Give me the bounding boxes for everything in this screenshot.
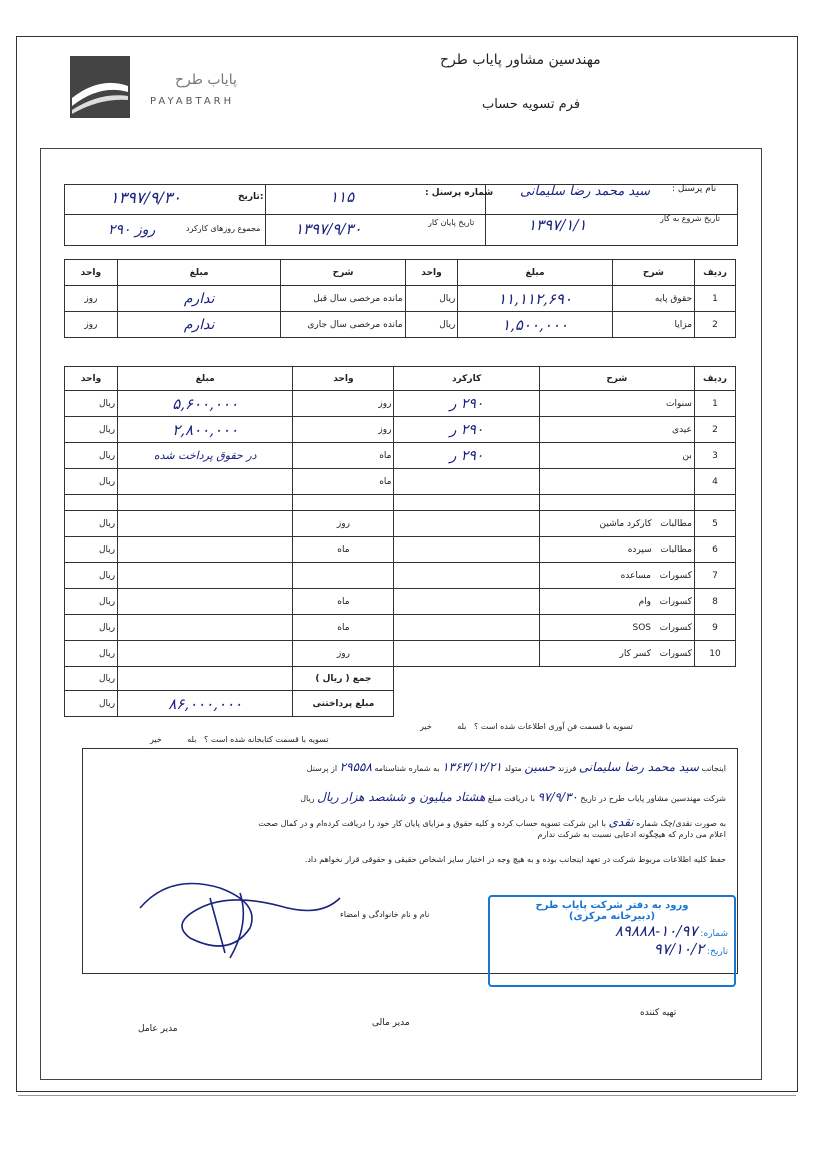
table-row: ریال ۵,۶۰۰,۰۰۰ روز ۲۹۰ ر سنوات 1 xyxy=(65,391,736,417)
table-row: ریال ماه مطالبات سپرده 6 xyxy=(65,537,736,563)
col-desc2: شرح xyxy=(281,260,405,286)
footer-ceo: مدیر عامل xyxy=(138,1024,178,1034)
work-days-value: ۲۹۰ روز xyxy=(108,222,156,238)
col-amount2: مبلغ xyxy=(117,260,281,286)
declaration-line-1: اینجانب سید محمد رضا سلیمانی فرزند حسین متولد ۱۳۶۳/۱۲/۲۱ به شماره شناسنامه ۲۹۵۵۸ از پرسنل xyxy=(306,760,726,774)
check-library: تسویه با قسمت کتابخانه شده است ؟ بله خیر xyxy=(150,735,329,744)
signature-label: نام و نام خانوادگی و امضاء xyxy=(340,910,430,919)
personnel-name-value: سید محمد رضا سلیمانی xyxy=(520,184,651,199)
end-date-value: ۱۳۹۷/۹/۳۰ xyxy=(295,220,362,238)
total-row: ریال جمع ( ریال ) xyxy=(65,667,736,691)
logo-text-fa: پایاب طرح xyxy=(175,72,237,88)
company-logo xyxy=(70,56,130,118)
table-row: ریال روز کسورات کسر کار 10 xyxy=(65,641,736,667)
signature xyxy=(130,868,350,972)
declaration-line-3: به صورت نقدی/چک شماره نقدی با این شرکت تسویه حساب کرده و کلیه حقوق و مزایای پایان کار خود را دریافت کرده‌ام و در کمال صحت xyxy=(258,815,726,829)
payable-row: ریال ۸۶,۰۰۰,۰۰۰ مبلغ پرداختنی xyxy=(65,691,736,717)
work-days-label: مجموع روزهای کارکرد xyxy=(186,224,261,233)
scan-bottom-line xyxy=(18,1095,796,1096)
start-date-label: تاریخ شروع به کار xyxy=(660,214,720,223)
start-date-value: ۱۳۹۷/۱/۱ xyxy=(528,216,587,234)
table-row: روز ندارم مانده مرخصی سال قبل ریال ۱۱,۱۱۲,۶۹۰ حقوق پایه 1 xyxy=(65,286,736,312)
table-row: روز ندارم مانده مرخصی سال جاری ریال ۱,۵۰۰,۰۰۰ مزایا 2 xyxy=(65,312,736,338)
personnel-number-value: ۱۱۵ xyxy=(330,188,355,206)
col-row: ردیف xyxy=(695,260,736,286)
benefits-table: واحد مبلغ واحد کارکرد شرح ردیف ریال ۵,۶۰۰,۰۰۰ روز ۲۹۰ ر سنوات 1 ریال ۲,۸۰۰,۰۰۰ روز ۲۹۰ ر عیدی 2 ریال در حقوق پرداخت شده ماه ۲۹۰ ر بن 3 ریال ماه 4 ریال روز مطالبات کارکرد ماشین 5 ریال ماه مطالبات سپرده 6 ریال کسورات مساعده 7 ریال ماه کسورات وام 8 ریال ماه کسورات SOS 9 ریال روز کسورات کسر کار 10 ریال جمع ( ریال ) ریال ۸۶,۰۰۰,۰۰۰ مبلغ پرداختنی xyxy=(64,366,736,717)
table-row: ریال روز مطالبات کارکرد ماشین 5 xyxy=(65,511,736,537)
declaration-line-5: حفظ کلیه اطلاعات مربوط شرکت در تعهد اینجانب بوده و به هیچ وجه در اختیار سایر اشخاص حقیقی و حقوقی قرار نخواهم داد. xyxy=(304,855,726,864)
personnel-number-label: شماره پرسنل : xyxy=(425,188,494,198)
check-it: تسویه با قسمت فن آوری اطلاعات شده است ؟ بله خیر xyxy=(420,722,633,731)
footer-preparer: تهیه کننده xyxy=(640,1008,677,1018)
logo-text-en: PAYABTARH xyxy=(150,96,235,107)
table-row: ریال در حقوق پرداخت شده ماه ۲۹۰ ر بن 3 xyxy=(65,443,736,469)
salary-table xyxy=(64,259,736,338)
col-unit: واحد xyxy=(405,260,458,286)
col-amount: مبلغ xyxy=(458,260,612,286)
personnel-name-label: نام پرسنل : xyxy=(672,184,717,194)
table-row: ریال ماه کسورات SOS 9 xyxy=(65,615,736,641)
col-unit2: واحد xyxy=(65,260,118,286)
table-row: ریال کسورات مساعده 7 xyxy=(65,563,736,589)
declaration-line-2: شرکت مهندسین مشاور پایاب طرح در تاریخ ۹۷/۹/۳۰ با دریافت مبلغ هشتاد میلیون و ششصد هزار ریال ریال xyxy=(300,790,726,804)
company-name: مهندسین مشاور پایاب طرح xyxy=(440,52,601,68)
col-desc: شرح xyxy=(612,260,694,286)
date-label: تاریخ: xyxy=(238,192,264,202)
table-row: ریال ماه کسورات وام 8 xyxy=(65,589,736,615)
footer-finance: مدیر مالی xyxy=(372,1018,410,1028)
table-row: ریال ۲,۸۰۰,۰۰۰ روز ۲۹۰ ر عیدی 2 xyxy=(65,417,736,443)
form-title: فرم تسویه حساب xyxy=(482,97,581,112)
table-row: ریال ماه 4 xyxy=(65,469,736,495)
declaration-line-4: اعلام می دارم که هیچگونه ادعایی نسبت به شرکت ندارم xyxy=(537,830,726,839)
office-stamp: ورود به دفتر شرکت پایاب طرح (دبیرخانه مرکزی) شماره: ۱۰/۹۷-۸۹۸۸۸ تاریخ: ۹۷/۱۰/۲ xyxy=(488,895,736,987)
date-value: ۱۳۹۷/۹/۳۰ xyxy=(110,188,181,207)
end-date-label: تاریخ پایان کار xyxy=(428,218,475,227)
